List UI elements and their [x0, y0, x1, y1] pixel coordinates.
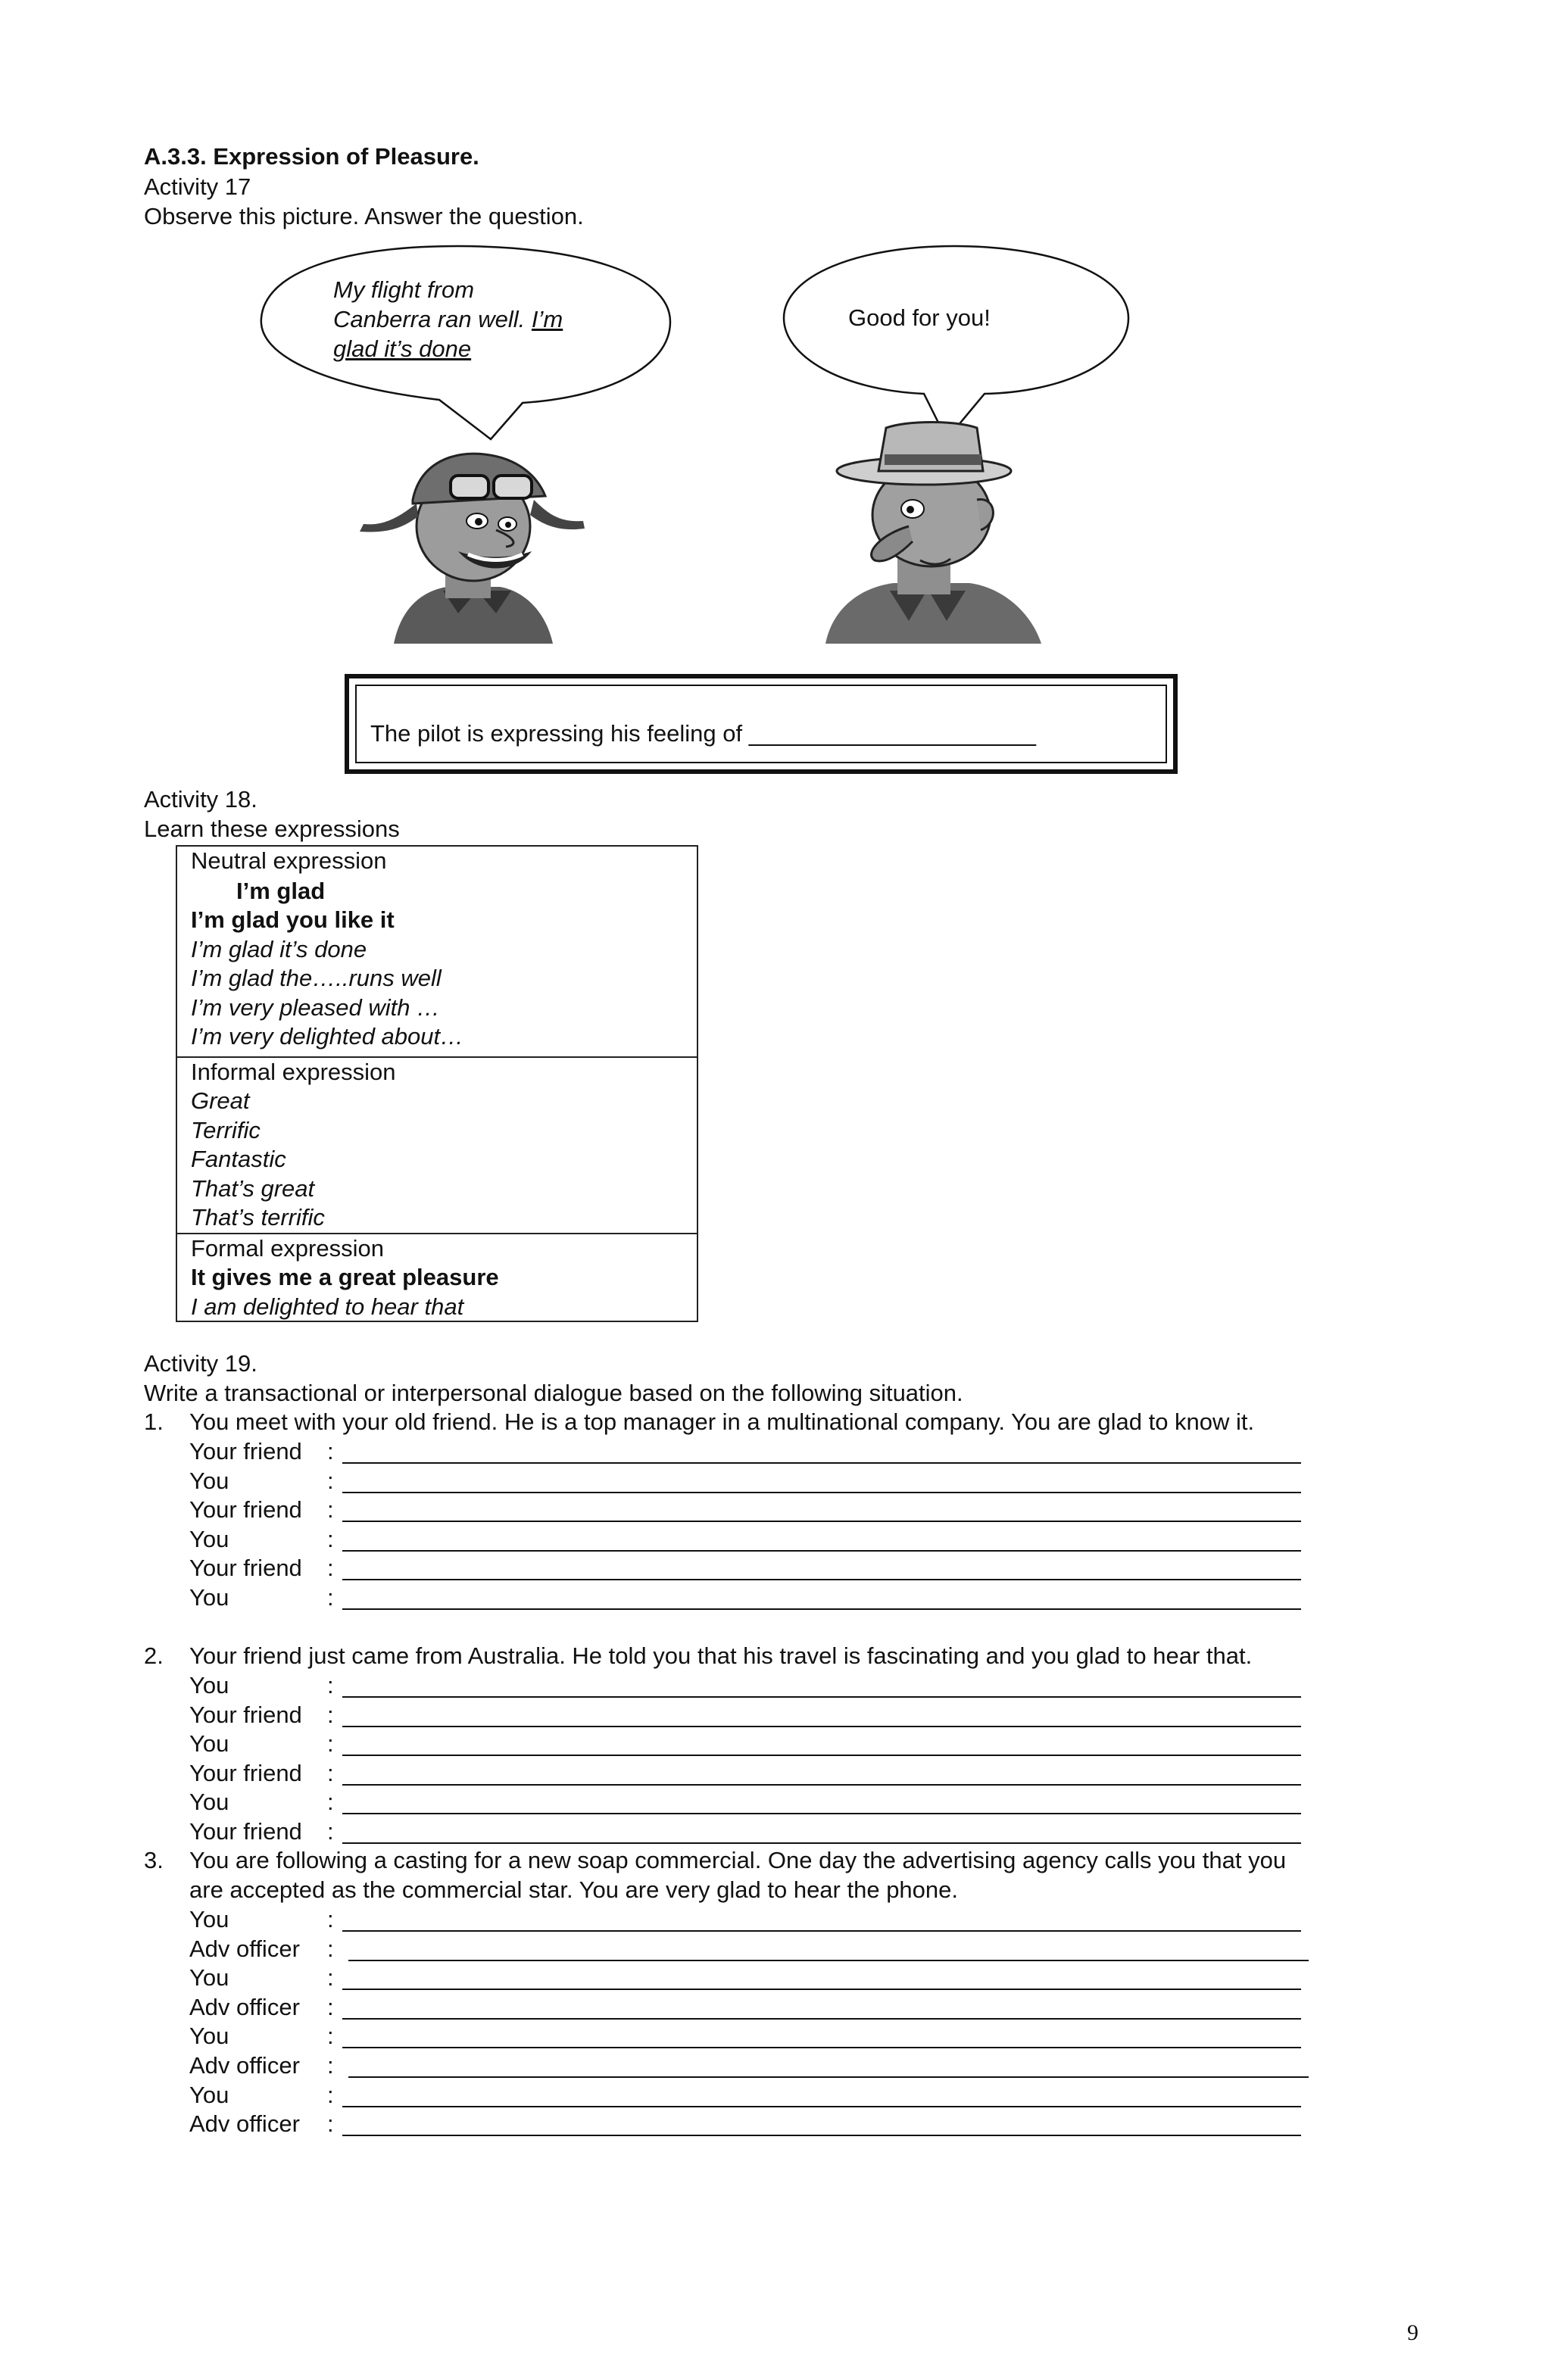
situation-text: You meet with your old friend. He is a top manager in a multinational company. You are glad to know it.: [189, 1408, 1255, 1435]
situation-number: 1.: [144, 1408, 164, 1435]
informal-section: [177, 1056, 697, 1233]
neutral-heading: Neutral expression: [191, 847, 387, 874]
section-title: A.3.3. Expression of Pleasure.: [144, 143, 479, 170]
dialogue-speaker: Adv officer: [189, 2110, 300, 2138]
dialogue-speaker: You: [189, 1730, 229, 1758]
dialogue-colon: :: [327, 1525, 334, 1552]
activity-17-label: Activity 17: [144, 173, 251, 200]
dialogue-speaker: You: [189, 1964, 229, 1992]
answer-line[interactable]: [342, 1608, 1301, 1610]
informal-item: Terrific: [191, 1117, 261, 1143]
dialogue-colon: :: [327, 1438, 334, 1464]
formal-item: I am delighted to hear that: [191, 1293, 464, 1320]
dialogue-colon: :: [327, 1759, 334, 1786]
speech-bubble-right: [784, 246, 1128, 439]
dialogue-speaker: Your friend: [189, 1555, 302, 1582]
dialogue-colon: :: [327, 1467, 334, 1494]
answer-line[interactable]: [342, 1550, 1301, 1552]
dialogue-colon: :: [327, 2052, 334, 2079]
dialogue-colon: :: [327, 2110, 334, 2138]
answer-line[interactable]: [342, 2106, 1301, 2107]
bubble-left-line-2b: I’m: [531, 306, 563, 332]
answer-prompt: [370, 719, 1036, 749]
dialogue-colon: :: [327, 2081, 334, 2108]
neutral-section: [177, 847, 697, 1056]
answer-line[interactable]: [342, 1784, 1301, 1786]
answer-blank: ______________________: [748, 720, 1037, 747]
bubble-left-line-3: glad it’s done: [333, 335, 472, 362]
dialogue-colon: :: [327, 2023, 334, 2050]
dialogue-colon: :: [327, 1672, 334, 1698]
dialogue-colon: :: [327, 1701, 334, 1728]
situation-text: are accepted as the commercial star. You are very glad to hear the phone.: [189, 1876, 959, 1903]
dialogue-colon: :: [327, 1935, 334, 1962]
formal-heading: Formal expression: [191, 1235, 384, 1262]
answer-line[interactable]: [342, 2047, 1301, 2048]
answer-line[interactable]: [348, 2076, 1309, 2078]
dialogue-speaker: You: [189, 2081, 229, 2108]
bubble-left-line-2: [333, 305, 563, 335]
activity-18-instruction: Learn these expressions: [144, 816, 400, 842]
informal-item: That’s great: [191, 1175, 315, 1202]
informal-item: Fantastic: [191, 1146, 286, 1172]
dialogue-colon: :: [327, 1555, 334, 1582]
activity-19-label: Activity 19.: [144, 1350, 257, 1377]
neutral-item: I’m glad you like it: [191, 906, 395, 933]
answer-line[interactable]: [342, 1930, 1301, 1932]
answer-line[interactable]: [342, 2135, 1301, 2136]
answer-line[interactable]: [342, 1696, 1301, 1698]
dialogue-speaker: You: [189, 1672, 229, 1698]
dialogue-colon: :: [327, 1993, 334, 2020]
activity-17-instruction: Observe this picture. Answer the question.: [144, 203, 584, 229]
activity-19-instruction: Write a transactional or interpersonal dialogue based on the following situation.: [144, 1380, 963, 1406]
answer-box: [345, 674, 1178, 774]
pilot-character: [360, 454, 585, 644]
friend-character: [825, 423, 1041, 644]
dialogue-speaker: You: [189, 1906, 229, 1932]
dialogue-speaker: Your friend: [189, 1701, 302, 1728]
dialogue-speaker: Your friend: [189, 1496, 302, 1524]
answer-prompt-text: The pilot is expressing his feeling of: [370, 720, 743, 747]
dialogue-speaker: You: [189, 1525, 229, 1552]
expressions-table: [176, 845, 698, 1322]
answer-line[interactable]: [342, 1755, 1301, 1756]
dialogue-speaker: Your friend: [189, 1818, 302, 1845]
neutral-item: I’m very pleased with …: [191, 994, 441, 1021]
dialogue-speaker: Adv officer: [189, 2052, 300, 2079]
dialogue-colon: :: [327, 1789, 334, 1816]
answer-line[interactable]: [342, 1726, 1301, 1727]
formal-item: It gives me a great pleasure: [191, 1264, 499, 1290]
page-number: 9: [1407, 2320, 1418, 2345]
answer-line[interactable]: [342, 1579, 1301, 1580]
activity-18-label: Activity 18.: [144, 786, 257, 813]
answer-line[interactable]: [342, 2018, 1301, 2020]
dialogue-speaker: You: [189, 2023, 229, 2050]
bubble-right-text: Good for you!: [848, 304, 991, 331]
bubble-left-line-1: My flight from: [333, 276, 475, 303]
informal-heading: Informal expression: [191, 1059, 396, 1085]
situation-number: 2.: [144, 1642, 164, 1669]
situation-text: You are following a casting for a new soap commercial. One day the advertising agency calls you that you: [189, 1847, 1287, 1873]
answer-line[interactable]: [342, 1462, 1301, 1464]
bubble-left-line-2a: Canberra ran well.: [333, 306, 526, 332]
dialogue-colon: :: [327, 1730, 334, 1758]
formal-section: [177, 1233, 697, 1321]
answer-line[interactable]: [342, 1492, 1301, 1493]
answer-line[interactable]: [342, 1521, 1301, 1522]
dialogue-speaker: Adv officer: [189, 1993, 300, 2020]
answer-line[interactable]: [342, 1813, 1301, 1814]
dialogue-speaker: Your friend: [189, 1438, 302, 1464]
neutral-item: I’m glad the…..runs well: [191, 965, 442, 991]
dialogue-colon: :: [327, 1818, 334, 1845]
neutral-item: I’m glad: [236, 878, 326, 904]
dialogue-colon: :: [327, 1964, 334, 1992]
dialogue-speaker: Adv officer: [189, 1935, 300, 1962]
dialogue-speaker: You: [189, 1467, 229, 1494]
dialogue-colon: :: [327, 1906, 334, 1932]
neutral-item: I’m glad it’s done: [191, 936, 367, 962]
answer-line[interactable]: [348, 1960, 1309, 1961]
situation-text: Your friend just came from Australia. He told you that his travel is fascinating and you glad to hear that.: [189, 1642, 1253, 1669]
answer-line[interactable]: [342, 1989, 1301, 1990]
situation-number: 3.: [144, 1847, 164, 1873]
dialogue-speaker: You: [189, 1584, 229, 1611]
informal-item: That’s terrific: [191, 1204, 325, 1231]
informal-item: Great: [191, 1087, 250, 1114]
dialogue-colon: :: [327, 1496, 334, 1524]
dialogue-speaker: Your friend: [189, 1759, 302, 1786]
dialogue-colon: :: [327, 1584, 334, 1611]
neutral-item: I’m very delighted about…: [191, 1023, 464, 1050]
answer-line[interactable]: [342, 1842, 1301, 1844]
dialogue-speaker: You: [189, 1789, 229, 1816]
